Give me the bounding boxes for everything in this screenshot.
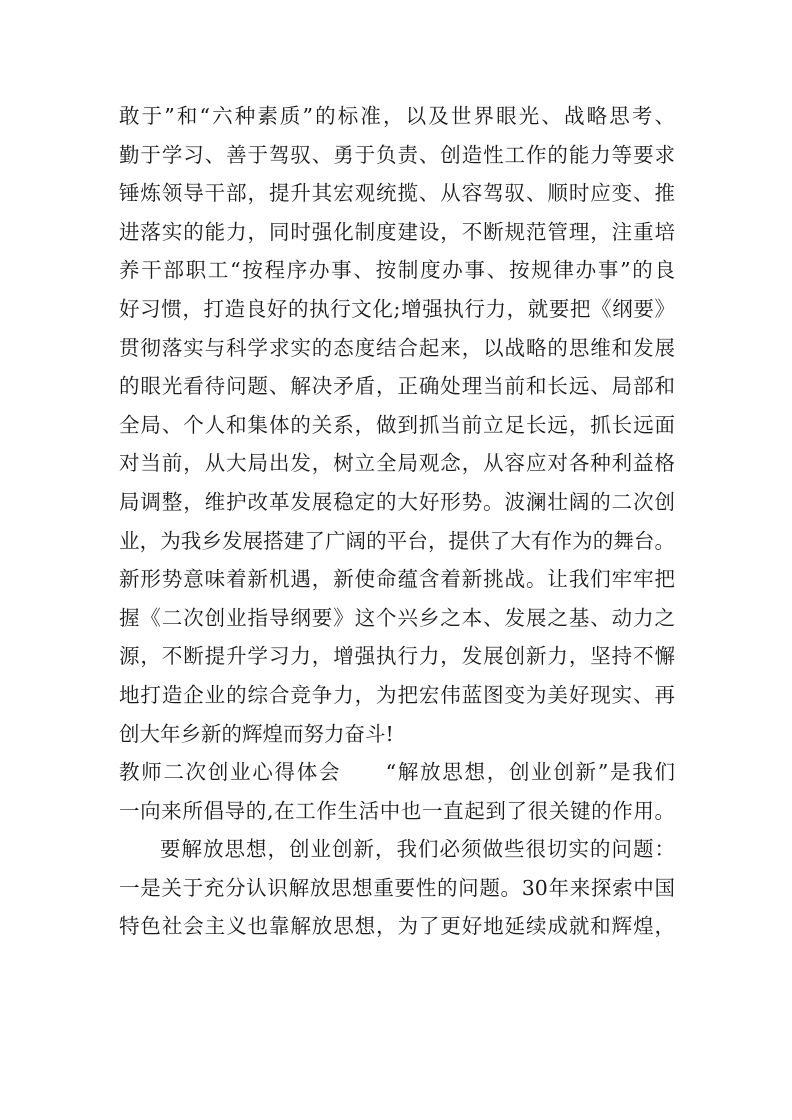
paragraph-start-line: 要解放思想，创业创新，我们必须做些很切实的问题： <box>160 837 675 862</box>
text-line: 的眼光看待问题、解决矛盾，正确处理当前和长远、局部和 <box>119 374 675 399</box>
text-line: 锤炼领导干部，提升其宏观统揽、从容驾驭、顺时应变、推 <box>119 181 675 206</box>
text-line: 创大年乡新的辉煌而努力奋斗! <box>119 721 394 746</box>
section-title-line: 教师二次创业心得体会 “解放思想，创业创新”是我们 <box>119 760 675 785</box>
text-line: 进落实的能力，同时强化制度建设，不断规范管理，注重培 <box>119 219 675 244</box>
text-line: 勤于学习、善于驾驭、勇于负责、创造性工作的能力等要求 <box>119 142 675 167</box>
text-line: 全局、个人和集体的关系，做到抓当前立足长远，抓长远面 <box>119 412 675 437</box>
text-line: 局调整，维护改革发展稳定的大好形势。波澜壮阔的二次创 <box>119 489 675 514</box>
text-line: 特色社会主义也靠解放思想，为了更好地延续成就和辉煌， <box>119 914 675 939</box>
text-line: 一是关于充分认识解放思想重要性的问题。30年来探索中国 <box>119 875 675 900</box>
text-line: 业，为我乡发展搭建了广阔的平台，提供了大有作为的舞台。 <box>119 528 675 553</box>
text-line: 新形势意味着新机遇，新使命蕴含着新挑战。让我们牢牢把 <box>119 567 675 592</box>
text-line: 敢于”和“六种素质”的标准，以及世界眼光、战略思考、 <box>119 104 675 128</box>
text-line: 地打造企业的综合竞争力，为把宏伟蓝图变为美好现实、再 <box>119 682 675 707</box>
body-text <box>119 97 675 946</box>
text-line: 源，不断提升学习力，增强执行力，发展创新力，坚持不懈 <box>119 644 675 669</box>
text-line: 握《二次创业指导纲要》这个兴乡之本、发展之基、动力之 <box>119 605 675 630</box>
text-line: 好习惯，打造良好的执行文化;增强执行力，就要把《纲要》 <box>119 296 675 321</box>
text-line: 一向来所倡导的,在工作生活中也一直起到了很关键的作用。 <box>119 798 675 823</box>
text-line: 对当前，从大局出发，树立全局观念，从容应对各种利益格 <box>119 451 675 476</box>
text-line: 贯彻落实与科学求实的态度结合起来，以战略的思维和发展 <box>119 335 675 360</box>
text-line: 养干部职工“按程序办事、按制度办事、按规律办事”的良 <box>119 258 675 283</box>
